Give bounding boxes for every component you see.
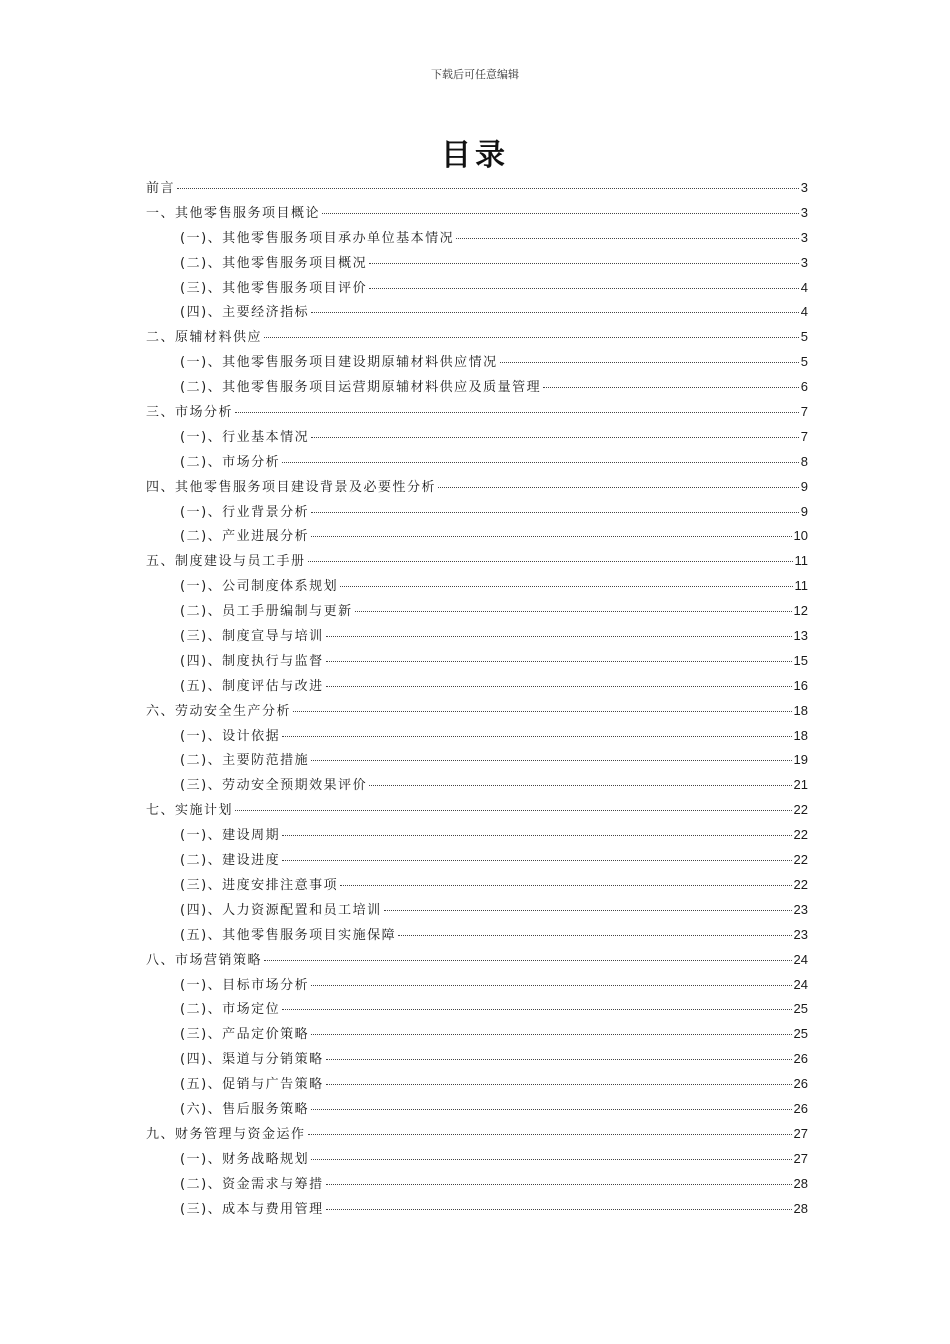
toc-entry-title: (二)、员工手册编制与更新 <box>180 604 353 620</box>
toc-entry-page-number: 26 <box>793 1100 808 1116</box>
toc-entry-title: 六、劳动安全生产分析 <box>146 703 292 719</box>
dot-leader <box>282 450 799 463</box>
toc-entry[interactable] <box>146 948 808 973</box>
toc-list <box>146 176 808 1221</box>
toc-entry-title: 四、其他零售服务项目建设背景及必要性分析 <box>146 479 437 495</box>
toc-entry-page-number: 5 <box>800 354 808 370</box>
toc-entry[interactable] <box>146 1072 808 1097</box>
toc-entry-title: (一)、其他零售服务项目建设期原辅材料供应情况 <box>180 355 498 371</box>
dot-leader <box>177 176 799 189</box>
toc-entry[interactable] <box>146 226 808 251</box>
toc-entry[interactable] <box>146 201 808 226</box>
toc-entry-page-number: 3 <box>800 180 808 195</box>
toc-entry-page-number: 23 <box>793 901 808 917</box>
toc-entry[interactable] <box>146 500 808 525</box>
toc-entry[interactable] <box>146 997 808 1022</box>
toc-entry[interactable] <box>146 724 808 749</box>
toc-entry[interactable] <box>146 898 808 923</box>
toc-entry-title: (二)、产业进展分析 <box>180 529 310 545</box>
toc-entry[interactable] <box>146 1047 808 1072</box>
toc-entry-title: (四)、制度执行与监督 <box>180 653 324 669</box>
dot-leader <box>311 500 799 513</box>
toc-entry-page-number: 5 <box>800 329 808 345</box>
toc-entry-page-number: 3 <box>800 254 808 270</box>
toc-entry-page-number: 26 <box>793 1051 808 1067</box>
dot-leader <box>355 599 792 612</box>
toc-entry[interactable] <box>146 1122 808 1147</box>
toc-entry-page-number: 24 <box>793 951 808 967</box>
toc-entry[interactable] <box>146 400 808 425</box>
toc-entry[interactable] <box>146 350 808 375</box>
dot-leader <box>326 674 792 687</box>
toc-entry-page-number: 28 <box>793 1200 808 1216</box>
toc-entry-title: (一)、财务战略规划 <box>180 1151 310 1167</box>
dot-leader <box>500 350 799 363</box>
toc-entry[interactable] <box>146 475 808 500</box>
toc-entry[interactable] <box>146 699 808 724</box>
dot-leader <box>369 276 799 289</box>
toc-entry[interactable] <box>146 524 808 549</box>
toc-entry-title: (三)、制度宣导与培训 <box>180 629 324 645</box>
toc-entry[interactable] <box>146 574 808 599</box>
dot-leader <box>398 923 791 936</box>
toc-entry-page-number: 22 <box>793 802 808 818</box>
dot-leader <box>326 624 792 637</box>
dot-leader <box>264 325 799 338</box>
dot-leader <box>282 724 791 737</box>
toc-entry-title: (一)、其他零售服务项目承办单位基本情况 <box>180 230 455 246</box>
toc-entry-page-number: 10 <box>793 528 808 544</box>
dot-leader <box>311 748 791 761</box>
dot-leader <box>308 1122 792 1135</box>
toc-entry-title: (二)、资金需求与筹措 <box>180 1176 324 1192</box>
toc-entry[interactable] <box>146 599 808 624</box>
toc-entry[interactable] <box>146 649 808 674</box>
dot-leader <box>282 997 791 1010</box>
toc-entry[interactable] <box>146 748 808 773</box>
dot-leader <box>543 375 799 388</box>
toc-entry[interactable] <box>146 375 808 400</box>
toc-entry-title: (四)、人力资源配置和员工培训 <box>180 902 382 918</box>
toc-entry-title: (二)、市场分析 <box>180 454 281 470</box>
dot-leader <box>235 400 799 413</box>
toc-entry-page-number: 23 <box>793 926 808 942</box>
toc-entry-title: 八、市场营销策略 <box>146 952 263 968</box>
toc-entry-page-number: 15 <box>793 652 808 668</box>
toc-entry-page-number: 11 <box>794 578 808 594</box>
toc-entry-page-number: 22 <box>793 876 808 892</box>
toc-entry-title: 九、财务管理与资金运作 <box>146 1126 306 1142</box>
dot-leader <box>340 873 791 886</box>
toc-entry-page-number: 21 <box>793 777 808 793</box>
dot-leader <box>326 1197 792 1210</box>
toc-entry[interactable] <box>146 674 808 699</box>
dot-leader <box>311 300 799 313</box>
toc-entry-title: (五)、制度评估与改进 <box>180 678 324 694</box>
toc-entry-title: (三)、劳动安全预期效果评价 <box>180 778 368 794</box>
toc-entry-page-number: 27 <box>793 1150 808 1166</box>
dot-leader <box>311 973 791 986</box>
toc-entry[interactable] <box>146 251 808 276</box>
toc-entry-title: 二、原辅材料供应 <box>146 330 263 346</box>
toc-entry[interactable] <box>146 848 808 873</box>
toc-entry-page-number: 13 <box>793 628 808 644</box>
dot-leader <box>282 823 791 836</box>
toc-entry-title: 一、其他零售服务项目概论 <box>146 205 321 221</box>
toc-entry-title: (四)、主要经济指标 <box>180 305 310 321</box>
dot-leader <box>438 475 799 488</box>
dot-leader <box>308 549 793 562</box>
toc-entry-page-number: 19 <box>793 752 808 768</box>
toc-entry-page-number: 9 <box>800 503 808 519</box>
dot-leader <box>326 649 792 662</box>
dot-leader <box>322 201 799 214</box>
dot-leader <box>311 524 791 537</box>
toc-entry[interactable] <box>146 1172 808 1197</box>
toc-entry-title: (一)、行业基本情况 <box>180 429 310 445</box>
toc-entry-title: (一)、公司制度体系规划 <box>180 579 339 595</box>
toc-entry[interactable] <box>146 1022 808 1047</box>
header-note: 下载后可任意编辑 <box>431 68 519 81</box>
toc-entry[interactable] <box>146 450 808 475</box>
dot-leader <box>326 1072 792 1085</box>
toc-entry[interactable] <box>146 549 808 574</box>
toc-entry[interactable] <box>146 276 808 301</box>
dot-leader <box>326 1047 792 1060</box>
toc-entry-title: 五、制度建设与员工手册 <box>146 554 306 570</box>
toc-entry[interactable] <box>146 823 808 848</box>
toc-entry-title: (一)、设计依据 <box>180 728 281 744</box>
toc-entry-title: 三、市场分析 <box>146 405 234 421</box>
dot-leader <box>311 1147 791 1160</box>
toc-entry-page-number: 9 <box>800 478 808 494</box>
toc-entry-page-number: 22 <box>793 827 808 843</box>
toc-entry-page-number: 22 <box>793 852 808 868</box>
toc-entry-title: 前言 <box>146 181 176 196</box>
dot-leader <box>340 574 792 587</box>
toc-entry[interactable] <box>146 873 808 898</box>
toc-title: 目录 <box>441 138 509 173</box>
toc-entry-title: (三)、其他零售服务项目评价 <box>180 280 368 296</box>
toc-entry-page-number: 7 <box>800 428 808 444</box>
toc-entry[interactable] <box>146 798 808 823</box>
dot-leader <box>369 773 791 786</box>
toc-entry-title: 七、实施计划 <box>146 803 234 819</box>
toc-entry-page-number: 18 <box>793 702 808 718</box>
toc-entry-title: (二)、市场定位 <box>180 1002 281 1018</box>
toc-entry-page-number: 6 <box>800 379 808 395</box>
toc-entry[interactable] <box>146 624 808 649</box>
dot-leader <box>456 226 799 239</box>
toc-entry-title: (一)、建设周期 <box>180 828 281 844</box>
toc-entry-title: (三)、成本与费用管理 <box>180 1201 324 1217</box>
toc-entry-page-number: 11 <box>794 553 808 569</box>
toc-entry-title: (二)、其他零售服务项目运营期原辅材料供应及质量管理 <box>180 380 542 396</box>
toc-entry-page-number: 25 <box>793 1026 808 1042</box>
dot-leader <box>282 848 791 861</box>
toc-entry-page-number: 16 <box>793 677 808 693</box>
dot-leader <box>311 1022 791 1035</box>
toc-entry-title: (二)、其他零售服务项目概况 <box>180 255 368 271</box>
toc-entry-page-number: 12 <box>793 603 808 619</box>
toc-entry[interactable] <box>146 773 808 798</box>
toc-entry-title: (五)、促销与广告策略 <box>180 1077 324 1093</box>
toc-entry-title: (一)、目标市场分析 <box>180 977 310 993</box>
dot-leader <box>235 798 792 811</box>
toc-entry-page-number: 24 <box>793 976 808 992</box>
dot-leader <box>326 1172 792 1185</box>
toc-entry-title: (四)、渠道与分销策略 <box>180 1052 324 1068</box>
dot-leader <box>311 1097 791 1110</box>
toc-entry[interactable] <box>146 325 808 350</box>
toc-entry-page-number: 25 <box>793 1001 808 1017</box>
toc-entry-page-number: 27 <box>793 1125 808 1141</box>
toc-entry[interactable] <box>146 1197 808 1222</box>
dot-leader <box>293 699 792 712</box>
toc-entry-title: (三)、进度安排注意事项 <box>180 877 339 893</box>
dot-leader <box>264 948 792 961</box>
toc-entry-title: (五)、其他零售服务项目实施保障 <box>180 927 397 943</box>
toc-entry-page-number: 3 <box>800 229 808 245</box>
toc-entry-page-number: 18 <box>793 727 808 743</box>
toc-entry-page-number: 3 <box>800 204 808 220</box>
toc-entry[interactable] <box>146 300 808 325</box>
toc-entry[interactable] <box>146 176 808 201</box>
dot-leader <box>384 898 792 911</box>
toc-entry[interactable] <box>146 425 808 450</box>
toc-entry[interactable] <box>146 1147 808 1172</box>
toc-entry-title: (一)、行业背景分析 <box>180 504 310 520</box>
dot-leader <box>369 251 799 264</box>
toc-entry-page-number: 28 <box>793 1175 808 1191</box>
toc-entry-page-number: 26 <box>793 1076 808 1092</box>
toc-entry-page-number: 7 <box>800 404 808 420</box>
toc-entry[interactable] <box>146 923 808 948</box>
toc-entry-page-number: 4 <box>800 304 808 320</box>
toc-entry-page-number: 4 <box>800 279 808 295</box>
toc-entry[interactable] <box>146 1097 808 1122</box>
toc-entry[interactable] <box>146 973 808 998</box>
toc-entry-title: (二)、主要防范措施 <box>180 753 310 769</box>
dot-leader <box>311 425 799 438</box>
toc-entry-title: (二)、建设进度 <box>180 853 281 869</box>
toc-entry-title: (六)、售后服务策略 <box>180 1101 310 1117</box>
toc-entry-page-number: 8 <box>800 453 808 469</box>
toc-entry-title: (三)、产品定价策略 <box>180 1027 310 1043</box>
